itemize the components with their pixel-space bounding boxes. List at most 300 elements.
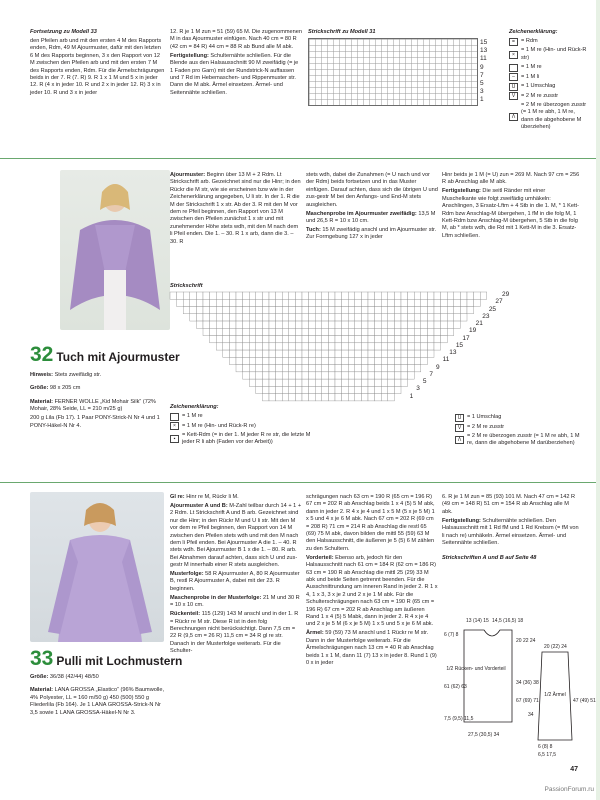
shawl-label: Tuch: (306, 226, 321, 233)
chart-cell (289, 357, 296, 364)
model33-headline (30, 647, 182, 671)
chart-cell (388, 386, 395, 393)
legend-text: = 1 M re (521, 64, 542, 71)
chart-cell (394, 336, 401, 343)
legend-text: = 2 M re zusstr (467, 423, 505, 430)
chart-cell (342, 299, 349, 306)
chart-cell (289, 379, 296, 386)
chart-cell (375, 386, 382, 393)
chart-cell (229, 307, 236, 314)
chart-cell (196, 314, 203, 321)
legend-symbol-icon: ▪ (170, 435, 179, 443)
chart-cell (256, 328, 263, 335)
chart-cell (394, 386, 401, 393)
chart-cell (249, 336, 256, 343)
chart-cell (269, 365, 276, 372)
chart-cell (309, 386, 316, 393)
shawl-text-cont: Hinr beids je 1 M (= U) zun = 269 M. Nach 97 cm = 256 R ab Anschlag alle M abk. (442, 172, 580, 186)
chart-cell (408, 343, 415, 350)
gauge33-text: 21 M und 30 R = 10 x 10 cm. (170, 594, 300, 609)
chart-cell (190, 307, 197, 314)
chart-cell (474, 299, 481, 306)
chart-cell (229, 328, 236, 335)
chart-cell (282, 350, 289, 357)
chart-cell (348, 307, 355, 314)
chart-cell (375, 379, 382, 386)
chart-cell (348, 321, 355, 328)
chart-cell (183, 292, 190, 299)
chart-cell (262, 350, 269, 357)
chart-cell (394, 350, 401, 357)
chart-cell (322, 299, 329, 306)
chart-cell (474, 292, 481, 299)
chart-cell (249, 292, 256, 299)
chart-cell (394, 328, 401, 335)
legend-symbol-icon (170, 413, 179, 421)
chart-cell (183, 299, 190, 306)
chart-cell (335, 336, 342, 343)
chart-cell (434, 292, 441, 299)
chart-cell (315, 386, 322, 393)
chart-cell (302, 299, 309, 306)
chart-cell (276, 328, 283, 335)
chart-cell (375, 343, 382, 350)
chart-cell (289, 314, 296, 321)
shawl-row-number: 19 (469, 327, 477, 335)
shawl-text: 15 M zweifädig anschl und im Ajourmuster str. Zur Formgebung 127 x in jeder (306, 226, 437, 241)
pattern-text: Beginn über 13 M + 2 Rdm. Lt Strickschrift arb. Gezeichnet sind nur die Hinr; in den Rückr die M str, wie sie erscheinen bzw wie in der Zeichenerklärung angegeben, U li str. In der 1. R die M der Strickschrift 1 x str. Ab der 3. R mit den M vor dem re Pfeil beginnen, den Rapport von 13 M zwischen den Pfeilen zunächst 1 x str und mit zunehmender Höhe stets wdh, mit den M nach dem li Pfeil enden. Die 1. – 30. R 1 x arb, dann die 3. – 30. R (170, 172, 301, 245)
chart-cell (328, 394, 335, 401)
chart-cell (249, 314, 256, 321)
chart-cell (342, 336, 349, 343)
chart-cell (335, 321, 342, 328)
model32-title: Tuch mit Ajourmuster (56, 350, 180, 364)
chart-cell (375, 299, 382, 306)
chart-cell (427, 307, 434, 314)
chart-cell (401, 343, 408, 350)
chart-cell (414, 321, 421, 328)
chart-cell (170, 292, 177, 299)
chart-cell (309, 314, 316, 321)
chart-cell (408, 328, 415, 335)
chart-cell (454, 307, 461, 314)
legend-text: = 1 M re (Hin- und Rück-R str) (521, 47, 587, 61)
model32-column-4 (442, 172, 580, 242)
chart-cell (401, 365, 408, 372)
chart-cell (190, 299, 197, 306)
chart-cell (269, 292, 276, 299)
chart-cell (348, 386, 355, 393)
schema-height: 61 (62) 63 (444, 684, 467, 690)
chart-cell (408, 336, 415, 343)
size-label: Größe: (30, 385, 49, 392)
chart-cell (414, 343, 421, 350)
shawl-legend-title: Zeichenerklärung: (170, 404, 219, 410)
chart-cell (460, 307, 467, 314)
chart-cell (454, 292, 461, 299)
chart-cell (322, 307, 329, 314)
shawl-row-number: 7 (429, 370, 434, 378)
chart-cell (203, 328, 210, 335)
chart-cell (190, 292, 197, 299)
chart-cell (388, 357, 395, 364)
chart-cell (348, 314, 355, 321)
chart-cell (289, 307, 296, 314)
chart-cell (434, 299, 441, 306)
chart-cell (309, 299, 316, 306)
chart-cell (355, 357, 362, 364)
chart-cell (282, 299, 289, 306)
chart-cell (388, 343, 395, 350)
finishing32-label: Fertigstellung: (442, 188, 481, 195)
chart-cell (276, 343, 283, 350)
chart-cell (335, 357, 342, 364)
chart-cell (348, 336, 355, 343)
chart-cell (289, 328, 296, 335)
sequence-label: Musterfolge: (170, 571, 204, 578)
chart-cell (315, 299, 322, 306)
chart-cell (322, 357, 329, 364)
chart-cell (262, 386, 269, 393)
chart-cell (289, 372, 296, 379)
chart-cell (368, 343, 375, 350)
model32-number: 32 (30, 343, 54, 366)
chart-cell (388, 292, 395, 299)
pattern-text-cont: stets wdh, dabei die Zunahmen (= U nach und vor der Rdm) beids fortsetzen und in das Muster einfügen. Darauf achten, dass sich die übrigen U und zus-gestr M bei den Anfangs- und End-M stets ausgleichen. (306, 172, 438, 208)
chart-cell (355, 394, 362, 401)
chart-cell (276, 350, 283, 357)
model32-specs (30, 372, 164, 431)
model33-title: Pulli mit Lochmustern (56, 654, 183, 668)
chart-cell (315, 365, 322, 372)
chart-cell (282, 357, 289, 364)
chart-cell (322, 328, 329, 335)
chart-cell (309, 307, 316, 314)
back-text: 115 (129) 143 M anschl und in der 1. R = Rückr re M str. Diese R ist in den folg Berechnungen nicht berücksichtigt. Dann 7,5 cm = 22 R (9,5 cm = 26 R) 11,5 cm = 34 R gl re str. Danach in der Musterfolge weiterarb. Für die Schulter- (170, 611, 299, 655)
chart-cell (249, 365, 256, 372)
chart-cell (289, 343, 296, 350)
chart-cell (315, 307, 322, 314)
shawl-row-number: 9 (436, 363, 440, 371)
chart-cell (276, 365, 283, 372)
chart-cell (381, 372, 388, 379)
chart-cell (408, 314, 415, 321)
chart-cell (315, 314, 322, 321)
shawl-row-number: 13 (449, 349, 457, 357)
chart-cell (269, 386, 276, 393)
chart-cell (262, 321, 269, 328)
chart-cell (388, 350, 395, 357)
chart-cell (408, 372, 415, 379)
chart-cell (295, 350, 302, 357)
shawl-row-number: 5 (422, 378, 427, 386)
lace-pattern-text: M-Zahl teilbar durch 14 + 1 + 2 Rdm. Lt Strickschrift A und B arb. Gezeichnet sind nur die Hinr; in den Rückr M und U li str. Mit den M vor dem re Pfeil beginnen, den Rapport von 14 M zwischen den Pfeilen stets wdh und mit den M nach dem li Pfeil enden. Bei Ajourmuster A die 1. – 40. R stets wdh. Bei Ajourmuster B 1 x die 1. – 80. R arb. Bei Abnahmen darauf achten, dass sich U und zus-gestr M innerhalb einer R stets ausgleichen. (170, 502, 302, 569)
chart-cell (368, 321, 375, 328)
size33-text: 36/38 (42/44) 48/50 (49, 674, 99, 680)
chart-cell (401, 292, 408, 299)
chart-cell (236, 321, 243, 328)
chart-cell (276, 314, 283, 321)
chart-cell (262, 328, 269, 335)
shawl-row-number: 21 (475, 320, 483, 328)
chart-cell (454, 314, 461, 321)
chart-cell (368, 357, 375, 364)
chart-cell (388, 372, 395, 379)
chart-cell (249, 328, 256, 335)
chart-cell (401, 299, 408, 306)
size-text: 98 x 205 cm (49, 385, 81, 392)
chart-cell (249, 343, 256, 350)
continued-label: Fortsetzung zu Modell 33 (30, 29, 97, 35)
chart-cell (355, 321, 362, 328)
note-label: Hinweis: (30, 372, 54, 378)
chart-cell (355, 328, 362, 335)
chart31-row-number: 3 (480, 88, 484, 96)
chart-cell (368, 292, 375, 299)
chart-cell (210, 307, 217, 314)
chart-cell (381, 379, 388, 386)
chart-cell (401, 357, 408, 364)
chart-cell (454, 299, 461, 306)
chart-cell (210, 292, 217, 299)
chart-cell (256, 365, 263, 372)
chart-cell (302, 343, 309, 350)
chart-cell (276, 379, 283, 386)
chart-cell (229, 314, 236, 321)
chart-cell (229, 299, 236, 306)
chart-cell (480, 292, 487, 299)
chart-cell (302, 314, 309, 321)
material33-text: LANA GROSSA „Elastico“ (96% Baumwolle, 4% Polyester, LL = 160 m/50 g) 450 (500) 550 g Fliederlila (Fb 164). Je 1 LANA GROSSA-Strick-N Nr 3,5 sowie 1 LANA GROSSA-Häkel-N Nr 3. (30, 687, 165, 716)
chart-cell (322, 314, 329, 321)
chart-cell (381, 365, 388, 372)
chart-cell (196, 321, 203, 328)
lace-pattern-label: Ajourmuster A und B: (170, 502, 228, 509)
chart-cell (361, 336, 368, 343)
chart-cell (256, 357, 263, 364)
chart-cell (223, 299, 230, 306)
chart-cell (375, 336, 382, 343)
chart-cell (328, 328, 335, 335)
chart-cell (282, 292, 289, 299)
chart-cell (315, 336, 322, 343)
model32-column-3 (306, 172, 438, 243)
chart-cell (295, 379, 302, 386)
material-label: Material: (30, 398, 54, 405)
chart-cell (269, 394, 276, 401)
front-text: Ebenso arb, jedoch für den Halsausschnitt nach 61 cm = 184 R (62 cm = 186 R) 63 cm = 190 R ab Anschlag die mittl 25 (29) 33 M abk und beide Seiten getrennt beenden. Für die Ausschnittrundung am inneren Rand in jeder 2. R 1 x 4, 1 x 3, 3 x je 2 und 2 x je 1 M abk. Für die Schulterschrägungen nach 63 cm = 190 R (65 cm = 196 R) 67 cm = 202 R ab Anschlag am äußeren Rand 1 x 4 (5) 5 Mabk, dann in jeder 2. R 4 x je 4 und 2 x je 5 M (6 x je 5 M) 1 x 5 und 5 x je 6 M abk. (306, 554, 438, 628)
chart31-row-number: 9 (480, 63, 484, 71)
chart-cell (249, 372, 256, 379)
chart-cell (441, 336, 448, 343)
finishing33-label: Fertigstellung: (442, 517, 481, 524)
chart-cell (427, 299, 434, 306)
chart-cell (216, 343, 223, 350)
chart-cell (361, 357, 368, 364)
model33-specs (30, 674, 164, 719)
schema-shoulder-2: 20 (22) 24 (544, 644, 567, 650)
legend-symbol-icon: U (509, 83, 518, 91)
chart-cell (256, 299, 263, 306)
shawl-row-number: 1 (409, 392, 414, 400)
chart-cell (361, 372, 368, 379)
chart-cell (401, 372, 408, 379)
chart-cell (348, 328, 355, 335)
chart-cell (243, 292, 250, 299)
chart-cell (309, 292, 316, 299)
schema-sleeve-label: 1/2 Ärmel (544, 692, 566, 698)
chart31-legend-item (509, 64, 587, 72)
chart-cell (315, 343, 322, 350)
chart-cell (361, 292, 368, 299)
chart-cell (381, 328, 388, 335)
chart-cell (276, 357, 283, 364)
chart-cell (388, 299, 395, 306)
chart-cell (256, 307, 263, 314)
chart-cell (381, 394, 388, 401)
chart-cell (309, 328, 316, 335)
chart-cell (262, 379, 269, 386)
chart-cell (427, 328, 434, 335)
chart-cell (322, 394, 329, 401)
chart-cell (361, 328, 368, 335)
chart-cell (454, 321, 461, 328)
chart31-legend-item (509, 92, 587, 100)
chart-cell (269, 357, 276, 364)
chart-cell (236, 314, 243, 321)
shawl-legend-item (170, 422, 320, 430)
chart-cell (421, 336, 428, 343)
chart-cell (256, 314, 263, 321)
chart-cell (335, 299, 342, 306)
chart-cell (434, 343, 441, 350)
material33-label: Material: (30, 687, 54, 694)
chart-cell (315, 292, 322, 299)
chart-cell (328, 314, 335, 321)
chart-cell (394, 321, 401, 328)
chart-cell (368, 307, 375, 314)
shawl-legend-item (170, 413, 320, 421)
chart-cell (302, 350, 309, 357)
chart-cell (276, 336, 283, 343)
chart-cell (216, 292, 223, 299)
chart-cell (342, 365, 349, 372)
chart-cell (375, 365, 382, 372)
chart-cell (408, 365, 415, 372)
chart-cell (309, 321, 316, 328)
chart-cell (335, 343, 342, 350)
chart-cell (302, 292, 309, 299)
chart-cell (315, 328, 322, 335)
gauge-text: 13,5 M und 26,5 R = 10 x 10 cm. (306, 210, 436, 224)
chart-cell (394, 307, 401, 314)
chart-cell (262, 292, 269, 299)
chart-cell (302, 307, 309, 314)
chart31-row-number: 7 (480, 71, 484, 79)
chart-cell (256, 386, 263, 393)
chart-cell (421, 299, 428, 306)
chart-cell (256, 379, 263, 386)
chart-cell (368, 379, 375, 386)
chart-cell (434, 336, 441, 343)
chart-cell (223, 350, 230, 357)
chart-cell (467, 299, 474, 306)
chart31-legend-item (509, 73, 587, 81)
chart-cell (460, 314, 467, 321)
chart-cell (282, 343, 289, 350)
chart-cell (342, 328, 349, 335)
legend-text: = Kett-Rdm (= in der 1. M jeder R re str, die letzte M jeder R li abh (Faden vor der Arbeit)) (182, 431, 311, 446)
chart-cell (302, 365, 309, 372)
chart-cell (421, 343, 428, 350)
schema-neck: 6 (7) 8 (444, 632, 459, 638)
note-text: Stets zweifädig str. (54, 372, 102, 378)
chart-cell (216, 314, 223, 321)
chart-cell (355, 350, 362, 357)
chart-cell (328, 386, 335, 393)
shawl-legend-item (455, 414, 583, 422)
chart-cell (295, 321, 302, 328)
chart-cell (295, 328, 302, 335)
chart31-row-number: 1 (480, 96, 484, 104)
chart-cell (243, 328, 250, 335)
chart-cell (262, 343, 269, 350)
chart-cell (196, 307, 203, 314)
chart-cell (322, 379, 329, 386)
chart-cell (381, 357, 388, 364)
chart-cell (322, 343, 329, 350)
chart-cell (388, 394, 395, 401)
legend-symbol-icon: U (455, 414, 464, 422)
chart-cell (177, 299, 184, 306)
chart-cell (302, 357, 309, 364)
chart-cell (328, 299, 335, 306)
sleeve-text: 59 (59) 73 M anschl und 1 Rückr re M str. Dann in der Musterfolge weiterarb. Für die Ärmelschrägungen nach 13 cm = 40 R ab Anschlag beids 1 x 1 M, dann 11 (7) 13 x in jeder 8. Rund 1 (9) 0 x in jeder (306, 630, 437, 666)
chart-cell (302, 321, 309, 328)
chart-cell (375, 292, 382, 299)
chart-cell (190, 314, 197, 321)
chart-cell (236, 307, 243, 314)
chart-cell (203, 299, 210, 306)
chart-cell (282, 372, 289, 379)
chart-cell (309, 372, 316, 379)
chart-cell (335, 307, 342, 314)
chart-cell (401, 328, 408, 335)
chart-cell (388, 365, 395, 372)
chart-cell (394, 372, 401, 379)
chart-cell (210, 321, 217, 328)
chart-cell (295, 314, 302, 321)
gauge33-label: Maschenprobe in der Musterfolge: (170, 594, 262, 601)
chart-cell (302, 394, 309, 401)
chart-cell (447, 321, 454, 328)
legend-text: = 1 Umschlag (521, 83, 556, 90)
chart31-row-number: 11 (480, 55, 487, 63)
chart-cell (348, 365, 355, 372)
chart-cell (355, 379, 362, 386)
chart-cell (315, 379, 322, 386)
chart-cell (243, 336, 250, 343)
chart-cell (269, 379, 276, 386)
chart-cell (335, 328, 342, 335)
chart-cell (210, 314, 217, 321)
chart-cell (282, 314, 289, 321)
chart-cell (269, 350, 276, 357)
chart-cell (414, 307, 421, 314)
chart-cell (434, 328, 441, 335)
chart-cell (282, 379, 289, 386)
legend-symbol-icon: Λ (509, 113, 518, 121)
